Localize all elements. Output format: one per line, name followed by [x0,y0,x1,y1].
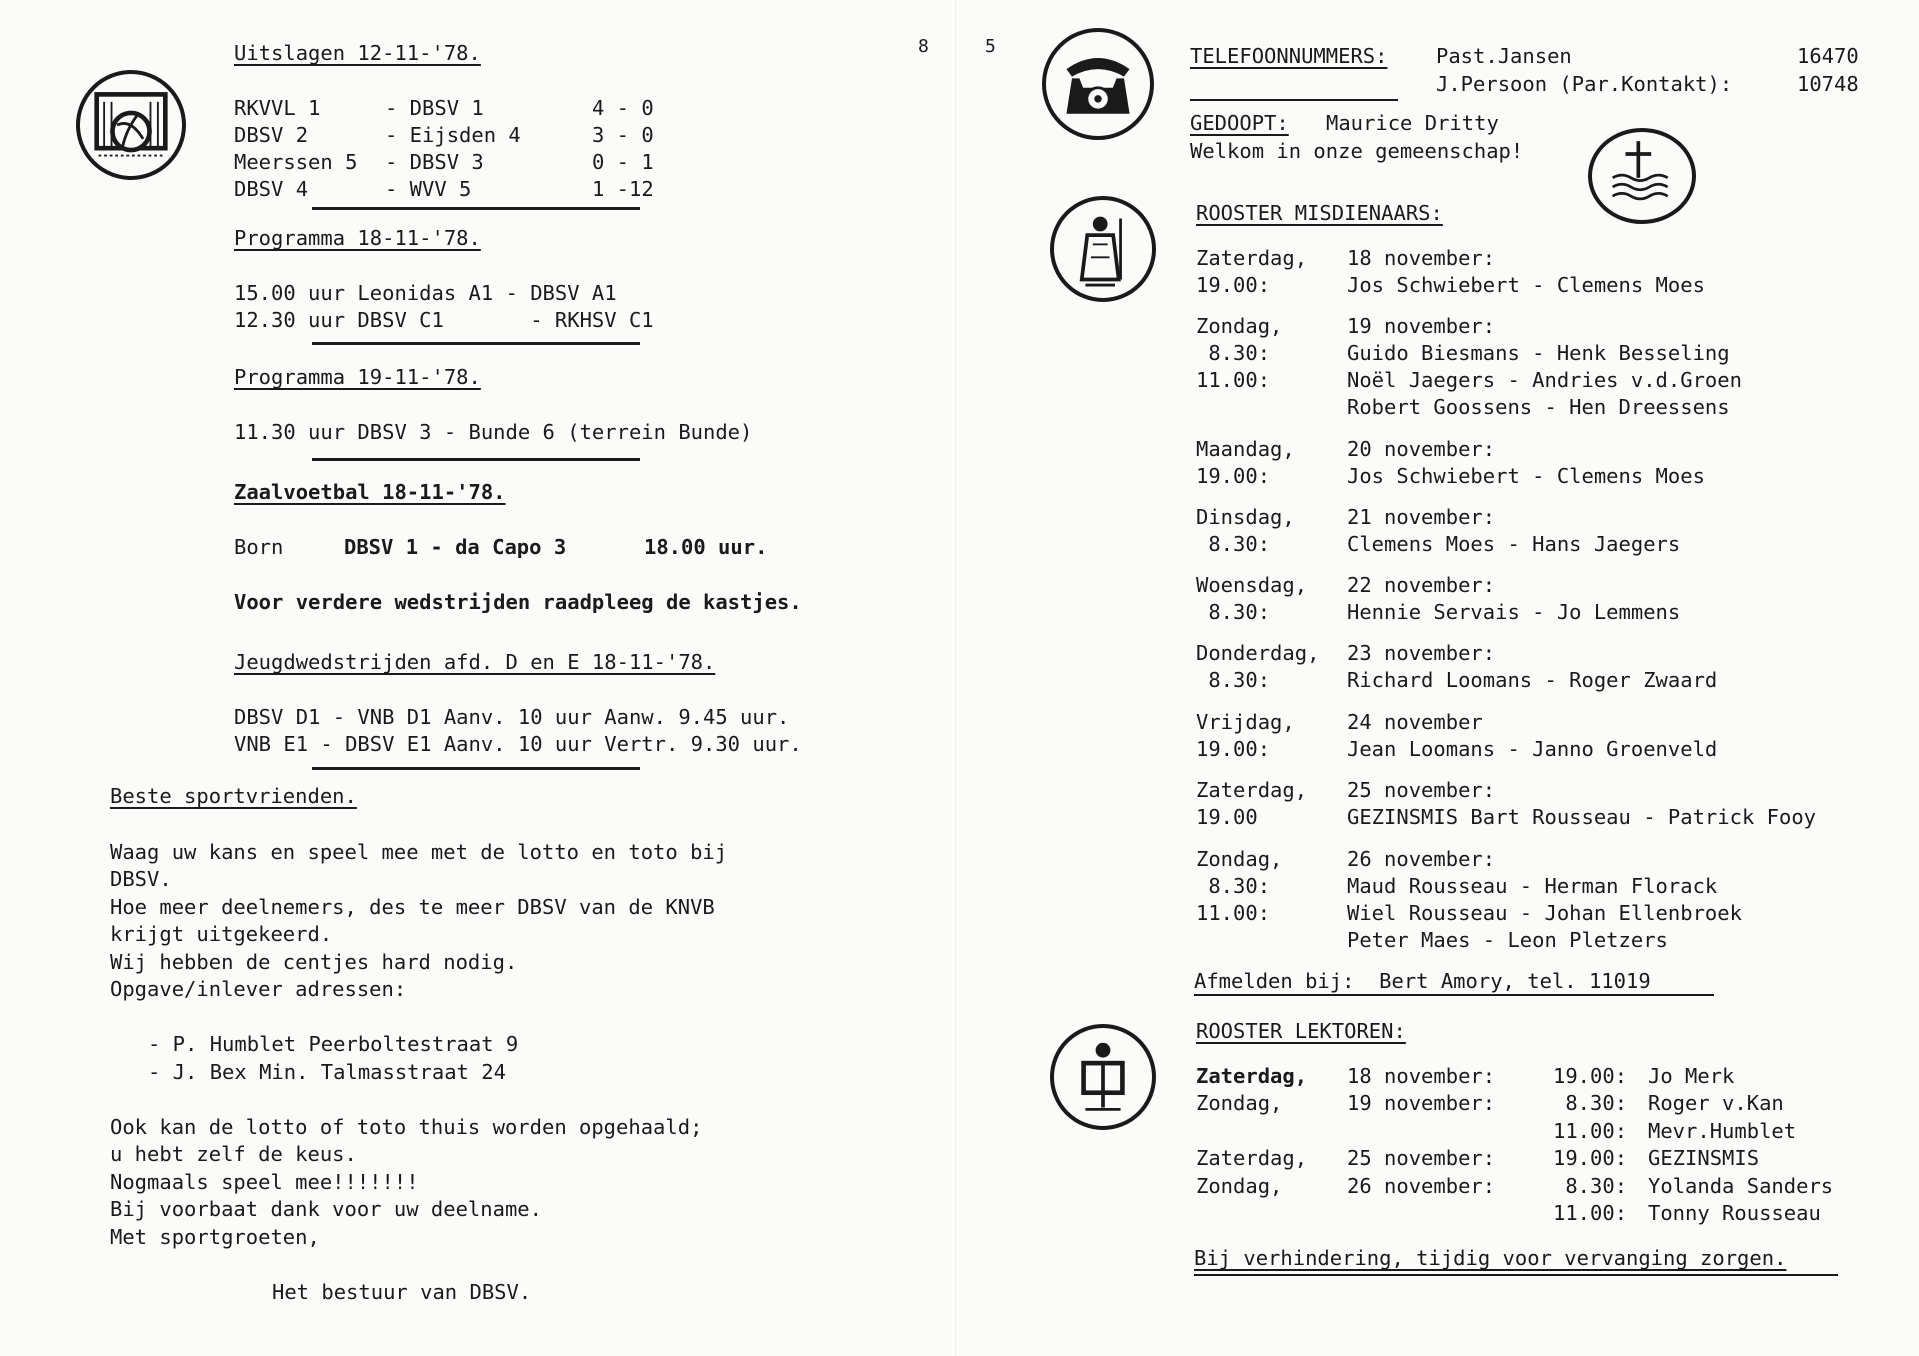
rooster-day: Dinsdag, [1196,505,1295,529]
rooster-day: Zondag, [1196,847,1283,871]
lektor-date: 18 november: [1347,1064,1496,1088]
rooster-names: Clemens Moes - Hans Jaegers [1347,532,1681,556]
rooster-names: Jean Loomans - Janno Groenveld [1347,737,1718,761]
lektor-day: Zaterdag, [1196,1064,1308,1088]
rooster-date: 21 november: [1347,505,1496,529]
result-score: 1 -12 [592,177,654,201]
letter-line: Waag uw kans en speel mee met de lotto en toto bij [110,840,728,864]
rooster-names: Guido Biesmans - Henk Besseling [1347,341,1730,365]
uitslagen-title: Uitslagen 12-11-'78. [234,41,481,65]
lektor-name: GEZINSMIS [1648,1146,1760,1170]
telefoon-name: Past.Jansen [1436,44,1572,68]
cross-water-icon [1592,132,1692,220]
zaalvoetbal-place: Born [234,535,284,559]
section-rule [312,342,640,345]
lektor-name: Yolanda Sanders [1648,1174,1834,1198]
rooster-time: 11.00: [1196,368,1271,392]
zaalvoetbal-match: DBSV 1 - da Capo 3 [344,535,567,559]
lektor-day: Zondag, [1196,1174,1283,1198]
rooster-day: Vrijdag, [1196,710,1295,734]
rooster-day: Donderdag, [1196,641,1320,665]
zaalvoetbal-time: 18.00 uur. [644,535,768,559]
gedoopt-name: Maurice Dritty [1326,111,1499,135]
lektor-date: 19 november: [1347,1091,1496,1115]
result-home: RKVVL 1 [234,96,321,120]
rooster-names: Robert Goossens - Hen Dreessens [1347,395,1730,419]
football-emblem [76,70,186,180]
rooster-time: 8.30: [1196,341,1271,365]
lector-icon [1054,1028,1152,1126]
rooster-names: Maud Rousseau - Herman Florack [1347,874,1718,898]
letter-line: Ook kan de lotto of toto thuis worden opgehaald; [110,1115,703,1139]
rooster-day: Maandag, [1196,437,1295,461]
rooster-time: 19.00 [1196,805,1258,829]
section-rule [312,458,640,461]
verdere-wedstrijden-note: Voor verdere wedstrijden raadpleeg de kastjes. [234,590,802,614]
telefoon-label: TELEFOONNUMMERS: [1190,44,1388,68]
lektor-time: 8.30: [1553,1091,1628,1115]
rooster-names: GEZINSMIS Bart Rousseau - Patrick Fooy [1347,805,1816,829]
section-rule [1194,994,1714,996]
telefoon-number: 10748 [1797,72,1859,96]
lektor-name: Mevr.Humblet [1648,1119,1797,1143]
page-number-right: 5 [985,36,996,57]
altar-server-emblem [1050,196,1156,302]
letter-line: Hoe meer deelnemers, des te meer DBSV van de KNVB [110,895,715,919]
lektor-day: Zaterdag, [1196,1146,1308,1170]
result-home: DBSV 2 [234,123,309,147]
programma1-title: Programma 18-11-'78. [234,226,481,250]
rooster-names: Wiel Rousseau - Johan Ellenbroek [1347,901,1742,925]
rooster-time: 8.30: [1196,668,1271,692]
rooster-names: Jos Schwiebert - Clemens Moes [1347,464,1705,488]
rooster-names: Jos Schwiebert - Clemens Moes [1347,273,1705,297]
lektor-date: 25 november: [1347,1146,1496,1170]
address-line: - P. Humblet Peerboltestraat 9 [148,1032,519,1056]
lektor-name: Tonny Rousseau [1648,1201,1821,1225]
section-rule [312,767,640,770]
rooster-names: Hennie Servais - Jo Lemmens [1347,600,1681,624]
result-home: Meerssen 5 [234,150,358,174]
rooster-names: Richard Loomans - Roger Zwaard [1347,668,1718,692]
rooster-date: 18 november: [1347,246,1496,270]
lektor-time: 11.00: [1553,1201,1628,1225]
letter-line: Wij hebben de centjes hard nodig. [110,950,518,974]
jeugd-title: Jeugdwedstrijden afd. D en E 18-11-'78. [234,650,716,674]
misdienaars-title: ROOSTER MISDIENAARS: [1196,201,1443,225]
rooster-names: Peter Maes - Leon Pletzers [1347,928,1668,952]
rooster-date: 19 november: [1347,314,1496,338]
rooster-time: 19.00: [1196,464,1271,488]
baptism-emblem [1588,128,1696,224]
page-fold [955,0,956,1356]
result-score: 4 - 0 [592,96,654,120]
lektoren-title: ROOSTER LEKTOREN: [1196,1019,1406,1043]
rooster-date: 25 november: [1347,778,1496,802]
page-number-left: 8 [918,36,929,57]
rooster-time: 19.00: [1196,273,1271,297]
programma1-line: 12.30 uur DBSV C1 - RKHSV C1 [234,308,654,332]
programma2-line: 11.30 uur DBSV 3 - Bunde 6 (terrein Bunde) [234,420,753,444]
lektor-day: Zondag, [1196,1091,1283,1115]
rooster-date: 20 november: [1347,437,1496,461]
rooster-time: 8.30: [1196,874,1271,898]
lektor-time: 19.00: [1553,1146,1628,1170]
rooster-date: 24 november [1347,710,1483,734]
result-score: 3 - 0 [592,123,654,147]
result-away: - DBSV 1 [385,96,484,120]
section-rule [312,207,640,210]
rooster-date: 22 november: [1347,573,1496,597]
rooster-time: 8.30: [1196,532,1271,556]
lektor-time: 8.30: [1553,1174,1628,1198]
letter-heading: Beste sportvrienden. [110,784,357,808]
telefoon-number: 16470 [1797,44,1859,68]
lector-emblem [1050,1024,1156,1130]
letter-signature: Het bestuur van DBSV. [272,1280,532,1304]
result-away: - DBSV 3 [385,150,484,174]
result-away: - Eijsden 4 [385,123,521,147]
football-goal-icon [80,74,182,176]
lektoren-footer: Bij verhindering, tijdig voor vervanging zorgen. [1194,1246,1787,1270]
telephone-emblem [1042,28,1154,140]
section-rule [1190,99,1398,101]
gedoopt-label: GEDOOPT: [1190,111,1289,135]
letter-line: Met sportgroeten, [110,1225,320,1249]
letter-line: DBSV. [110,867,172,891]
rooster-day: Woensdag, [1196,573,1308,597]
gedoopt-welcome: Welkom in onze gemeenschap! [1190,139,1524,163]
lektor-name: Jo Merk [1648,1064,1735,1088]
letter-line: Bij voorbaat dank voor uw deelname. [110,1197,542,1221]
telefoon-name: J.Persoon (Par.Kontakt): [1436,72,1733,96]
lektor-time: 19.00: [1553,1064,1628,1088]
zaalvoetbal-title: Zaalvoetbal 18-11-'78. [234,480,506,504]
address-line: - J. Bex Min. Talmasstraat 24 [148,1060,506,1084]
rooster-names: Noël Jaegers - Andries v.d.Groen [1347,368,1742,392]
result-away: - WVV 5 [385,177,472,201]
jeugd-line: VNB E1 - DBSV E1 Aanv. 10 uur Vertr. 9.30 uur. [234,732,802,756]
jeugd-line: DBSV D1 - VNB D1 Aanv. 10 uur Aanw. 9.45 uur. [234,705,790,729]
section-rule [1194,1274,1838,1276]
rooster-date: 23 november: [1347,641,1496,665]
afmelden-line: Afmelden bij: Bert Amory, tel. 11019 [1194,969,1651,993]
rooster-time: 11.00: [1196,901,1271,925]
letter-line: u hebt zelf de keus. [110,1142,357,1166]
rooster-day: Zondag, [1196,314,1283,338]
programma2-title: Programma 19-11-'78. [234,365,481,389]
lektor-date: 26 november: [1347,1174,1496,1198]
rooster-time: 8.30: [1196,600,1271,624]
lektor-name: Roger v.Kan [1648,1091,1784,1115]
rooster-date: 26 november: [1347,847,1496,871]
rooster-time: 19.00: [1196,737,1271,761]
result-home: DBSV 4 [234,177,309,201]
lektor-time: 11.00: [1553,1119,1628,1143]
letter-line: Opgave/inlever adressen: [110,977,407,1001]
programma1-line: 15.00 uur Leonidas A1 - DBSV A1 [234,281,617,305]
letter-line: krijgt uitgekeerd. [110,922,333,946]
altar-server-icon [1054,200,1152,298]
letter-line: Nogmaals speel mee!!!!!!! [110,1170,419,1194]
result-score: 0 - 1 [592,150,654,174]
telephone-icon [1046,32,1150,136]
rooster-day: Zaterdag, [1196,246,1308,270]
rooster-day: Zaterdag, [1196,778,1308,802]
